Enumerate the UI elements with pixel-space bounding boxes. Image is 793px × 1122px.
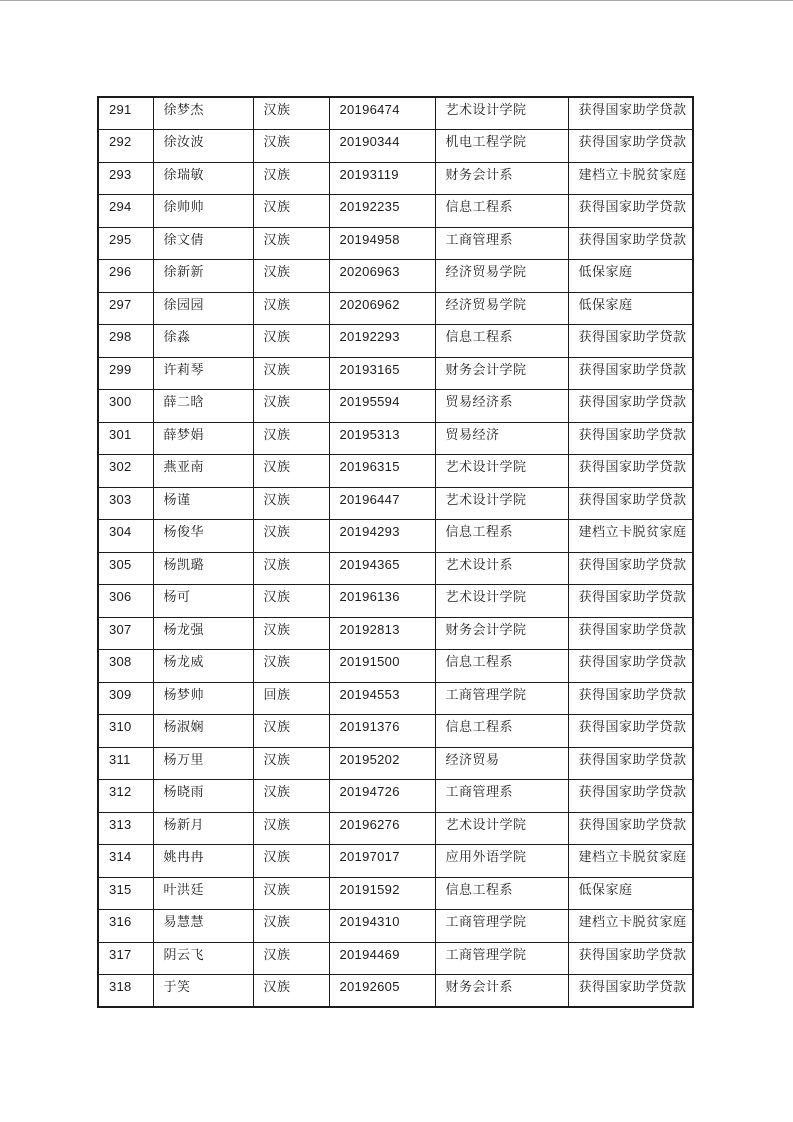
cell-name: 杨淑娴 [153,715,253,748]
page-top-edge [0,0,793,1]
cell-name: 杨俊华 [153,520,253,553]
table-row [98,227,693,260]
cell-department: 经济贸易 [435,747,568,780]
cell-status: 获得国家助学贷款 [568,195,693,228]
cell-status: 获得国家助学贷款 [568,227,693,260]
cell-name: 杨晓雨 [153,780,253,813]
cell-student_id: 20196315 [329,455,435,488]
cell-ethnicity: 汉族 [253,455,329,488]
cell-ethnicity: 汉族 [253,292,329,325]
table-row [98,292,693,325]
cell-department: 工商管理学院 [435,910,568,943]
cell-department: 机电工程学院 [435,130,568,163]
cell-no: 296 [98,260,153,293]
cell-student_id: 20191376 [329,715,435,748]
cell-status: 建档立卡脱贫家庭 [568,520,693,553]
cell-department: 艺术设计学院 [435,97,568,130]
cell-student_id: 20206963 [329,260,435,293]
student-aid-table-body [98,97,693,1007]
cell-name: 杨龙强 [153,617,253,650]
cell-status: 低保家庭 [568,877,693,910]
table-row [98,780,693,813]
cell-department: 信息工程系 [435,520,568,553]
cell-name: 杨可 [153,585,253,618]
table-row [98,195,693,228]
cell-student_id: 20192813 [329,617,435,650]
cell-status: 低保家庭 [568,260,693,293]
cell-student_id: 20193165 [329,357,435,390]
cell-no: 293 [98,162,153,195]
table-row [98,130,693,163]
cell-department: 艺术设计学院 [435,487,568,520]
cell-ethnicity: 汉族 [253,877,329,910]
cell-status: 建档立卡脱贫家庭 [568,845,693,878]
cell-department: 信息工程系 [435,877,568,910]
cell-status: 获得国家助学贷款 [568,487,693,520]
cell-status: 建档立卡脱贫家庭 [568,910,693,943]
cell-student_id: 20194310 [329,910,435,943]
cell-status: 低保家庭 [568,292,693,325]
student-aid-table [97,96,694,1008]
table-row [98,812,693,845]
cell-ethnicity: 汉族 [253,942,329,975]
cell-department: 信息工程系 [435,715,568,748]
cell-name: 徐淼 [153,325,253,358]
cell-name: 许莉琴 [153,357,253,390]
cell-student_id: 20194958 [329,227,435,260]
cell-student_id: 20194293 [329,520,435,553]
cell-ethnicity: 汉族 [253,162,329,195]
cell-ethnicity: 汉族 [253,130,329,163]
cell-no: 314 [98,845,153,878]
cell-no: 295 [98,227,153,260]
cell-student_id: 20190344 [329,130,435,163]
cell-department: 艺术设计学院 [435,455,568,488]
cell-name: 徐新新 [153,260,253,293]
cell-name: 阴云飞 [153,942,253,975]
table-row [98,357,693,390]
cell-no: 294 [98,195,153,228]
cell-department: 工商管理系 [435,780,568,813]
cell-status: 获得国家助学贷款 [568,682,693,715]
cell-status: 获得国家助学贷款 [568,585,693,618]
cell-student_id: 20194469 [329,942,435,975]
table-row [98,910,693,943]
cell-no: 307 [98,617,153,650]
cell-department: 工商管理系 [435,227,568,260]
table-row [98,422,693,455]
cell-ethnicity: 汉族 [253,552,329,585]
cell-no: 292 [98,130,153,163]
cell-student_id: 20196474 [329,97,435,130]
cell-no: 313 [98,812,153,845]
table-row [98,617,693,650]
cell-name: 杨新月 [153,812,253,845]
cell-no: 311 [98,747,153,780]
cell-no: 297 [98,292,153,325]
cell-department: 经济贸易学院 [435,292,568,325]
cell-name: 姚冉冉 [153,845,253,878]
table-row [98,682,693,715]
cell-no: 310 [98,715,153,748]
table-row [98,97,693,130]
cell-no: 300 [98,390,153,423]
cell-department: 艺术设计系 [435,552,568,585]
cell-status: 获得国家助学贷款 [568,650,693,683]
cell-status: 获得国家助学贷款 [568,617,693,650]
cell-no: 305 [98,552,153,585]
table-row [98,487,693,520]
cell-department: 信息工程系 [435,325,568,358]
cell-department: 艺术设计学院 [435,585,568,618]
cell-department: 信息工程系 [435,195,568,228]
cell-no: 302 [98,455,153,488]
cell-no: 308 [98,650,153,683]
cell-name: 徐文倩 [153,227,253,260]
cell-status: 获得国家助学贷款 [568,422,693,455]
cell-status: 获得国家助学贷款 [568,130,693,163]
cell-name: 燕亚南 [153,455,253,488]
table-row [98,520,693,553]
cell-student_id: 20196447 [329,487,435,520]
cell-status: 获得国家助学贷款 [568,552,693,585]
cell-department: 贸易经济系 [435,390,568,423]
cell-no: 312 [98,780,153,813]
table-row [98,942,693,975]
cell-ethnicity: 汉族 [253,195,329,228]
cell-name: 薛二晗 [153,390,253,423]
cell-status: 获得国家助学贷款 [568,812,693,845]
cell-status: 获得国家助学贷款 [568,975,693,1008]
cell-ethnicity: 汉族 [253,260,329,293]
cell-ethnicity: 汉族 [253,357,329,390]
table-row [98,552,693,585]
cell-name: 徐梦杰 [153,97,253,130]
cell-ethnicity: 汉族 [253,520,329,553]
cell-no: 316 [98,910,153,943]
cell-ethnicity: 汉族 [253,585,329,618]
cell-ethnicity: 汉族 [253,747,329,780]
cell-name: 杨凯璐 [153,552,253,585]
cell-no: 306 [98,585,153,618]
table-row [98,390,693,423]
cell-student_id: 20195313 [329,422,435,455]
cell-no: 298 [98,325,153,358]
cell-no: 304 [98,520,153,553]
cell-student_id: 20194726 [329,780,435,813]
cell-student_id: 20196136 [329,585,435,618]
cell-department: 经济贸易学院 [435,260,568,293]
table-row [98,585,693,618]
table-row [98,325,693,358]
cell-student_id: 20195594 [329,390,435,423]
cell-department: 工商管理学院 [435,682,568,715]
cell-no: 315 [98,877,153,910]
cell-student_id: 20193119 [329,162,435,195]
cell-name: 徐瑞敏 [153,162,253,195]
cell-ethnicity: 汉族 [253,227,329,260]
cell-student_id: 20195202 [329,747,435,780]
cell-student_id: 20191500 [329,650,435,683]
cell-ethnicity: 汉族 [253,390,329,423]
cell-student_id: 20194553 [329,682,435,715]
cell-no: 291 [98,97,153,130]
cell-no: 303 [98,487,153,520]
cell-department: 财务会计系 [435,975,568,1008]
cell-ethnicity: 汉族 [253,845,329,878]
cell-ethnicity: 汉族 [253,975,329,1008]
cell-no: 317 [98,942,153,975]
cell-status: 获得国家助学贷款 [568,747,693,780]
cell-department: 信息工程系 [435,650,568,683]
table-row [98,162,693,195]
cell-status: 获得国家助学贷款 [568,942,693,975]
cell-name: 易慧慧 [153,910,253,943]
table-row [98,845,693,878]
table-row [98,650,693,683]
cell-no: 309 [98,682,153,715]
cell-student_id: 20197017 [329,845,435,878]
cell-status: 建档立卡脱贫家庭 [568,162,693,195]
cell-student_id: 20191592 [329,877,435,910]
cell-department: 财务会计学院 [435,357,568,390]
cell-name: 薛梦娟 [153,422,253,455]
cell-status: 获得国家助学贷款 [568,455,693,488]
cell-ethnicity: 汉族 [253,812,329,845]
cell-department: 财务会计学院 [435,617,568,650]
cell-ethnicity: 汉族 [253,617,329,650]
cell-no: 299 [98,357,153,390]
cell-ethnicity: 汉族 [253,910,329,943]
table-row [98,975,693,1008]
table-row [98,747,693,780]
cell-name: 徐园园 [153,292,253,325]
cell-student_id: 20194365 [329,552,435,585]
table-row [98,260,693,293]
cell-student_id: 20192605 [329,975,435,1008]
cell-department: 工商管理学院 [435,942,568,975]
cell-status: 获得国家助学贷款 [568,97,693,130]
cell-name: 叶洪廷 [153,877,253,910]
cell-no: 318 [98,975,153,1008]
table-row [98,455,693,488]
cell-name: 徐帅帅 [153,195,253,228]
cell-status: 获得国家助学贷款 [568,390,693,423]
cell-name: 杨龙威 [153,650,253,683]
cell-ethnicity: 汉族 [253,97,329,130]
cell-name: 于笑 [153,975,253,1008]
cell-status: 获得国家助学贷款 [568,357,693,390]
cell-name: 杨梦帅 [153,682,253,715]
cell-student_id: 20192293 [329,325,435,358]
cell-status: 获得国家助学贷款 [568,780,693,813]
cell-ethnicity: 汉族 [253,650,329,683]
cell-department: 贸易经济 [435,422,568,455]
cell-no: 301 [98,422,153,455]
cell-ethnicity: 汉族 [253,715,329,748]
cell-status: 获得国家助学贷款 [568,715,693,748]
cell-department: 艺术设计学院 [435,812,568,845]
cell-department: 财务会计系 [435,162,568,195]
cell-student_id: 20192235 [329,195,435,228]
cell-ethnicity: 回族 [253,682,329,715]
cell-student_id: 20196276 [329,812,435,845]
table-row [98,877,693,910]
cell-ethnicity: 汉族 [253,780,329,813]
cell-name: 徐汝波 [153,130,253,163]
cell-ethnicity: 汉族 [253,487,329,520]
cell-ethnicity: 汉族 [253,325,329,358]
cell-name: 杨万里 [153,747,253,780]
cell-student_id: 20206962 [329,292,435,325]
cell-status: 获得国家助学贷款 [568,325,693,358]
table-row [98,715,693,748]
cell-name: 杨谨 [153,487,253,520]
cell-department: 应用外语学院 [435,845,568,878]
cell-ethnicity: 汉族 [253,422,329,455]
